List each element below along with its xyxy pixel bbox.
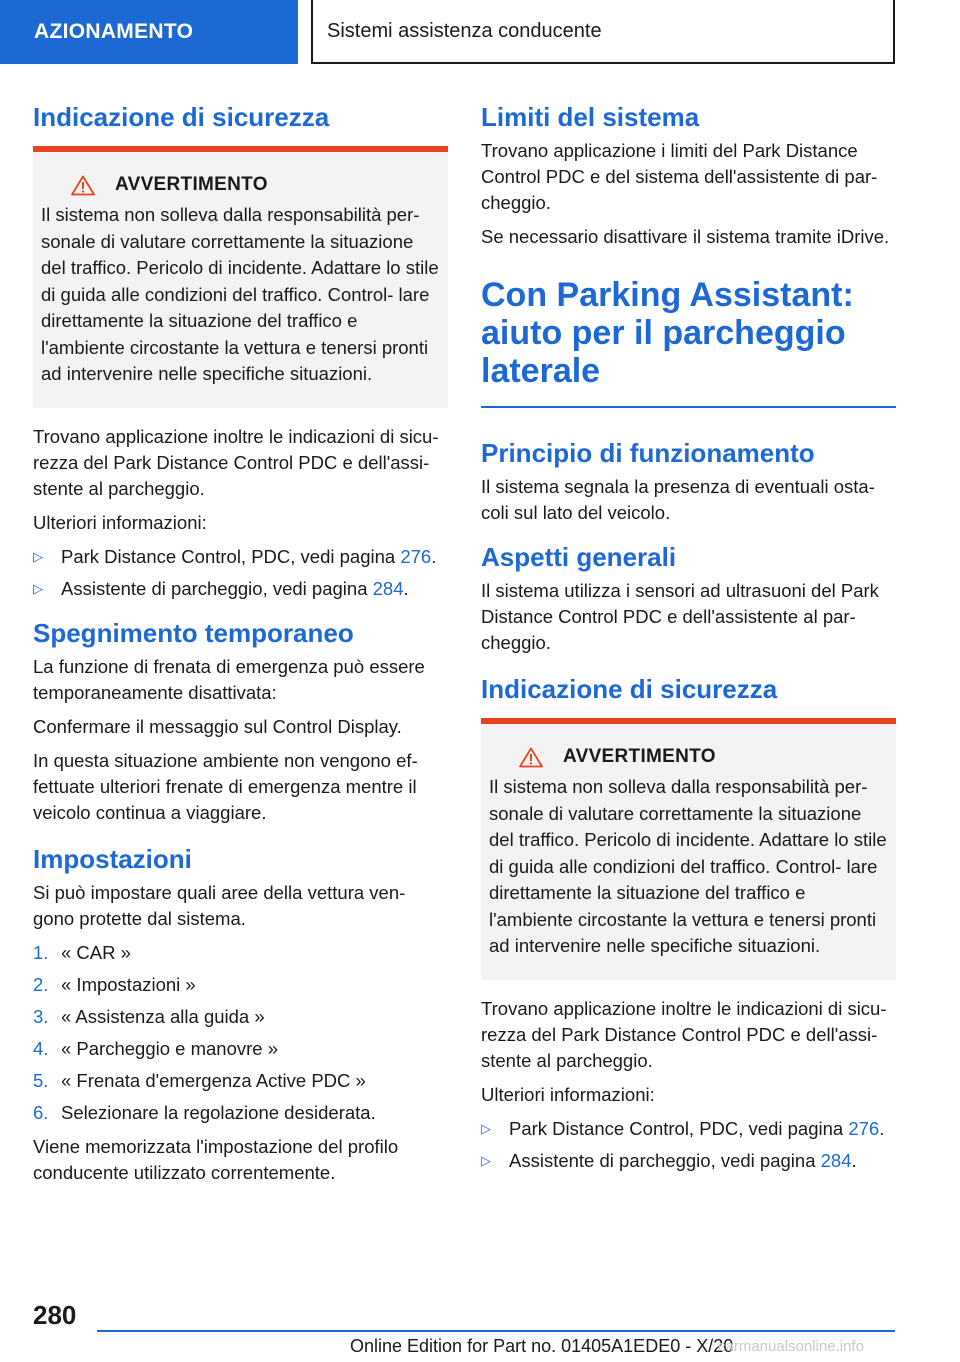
warning-triangle-icon — [519, 747, 543, 768]
chapter-title: Sistemi assistenza conducente — [311, 0, 895, 64]
section-tab: AZIONAMENTO — [0, 0, 298, 64]
page-link-284[interactable]: 284 — [820, 1149, 852, 1171]
paragraph-saved: Viene memorizzata l'impostazione del profilo conducente utilizzato correntemente. — [33, 1135, 399, 1183]
warning-header — [71, 172, 440, 198]
page-link-276[interactable]: 276 — [848, 1117, 880, 1139]
paragraph-principle: Il sistema segnala la presenza di eventuali osta- coli sul lato del veicolo. — [481, 476, 875, 523]
warning-text: Il sistema non solleva dalla responsabilità per- sonale di valutare correttamente la situazione del traffico. Pericolo di incidente. Adattare lo stile di guida alle condizioni del traffico. Control- lare direttamente la situazione del traffico e l'ambiente circostante la vettura e tenersi pronti ad intervenire nelle specifiche situazioni. — [489, 776, 887, 956]
paragraph-off-2: Confermare il messaggio sul Control Display. — [33, 715, 402, 737]
warning-title: AVVERTIMENTO — [115, 174, 268, 195]
settings-steps — [33, 940, 448, 1126]
right-column — [481, 100, 896, 1184]
footer-divider — [97, 1330, 895, 1332]
reference-list — [33, 544, 448, 602]
heading-temporary-off: Spegnimento temporaneo — [33, 617, 354, 648]
heading-general: Aspetti generali — [481, 542, 677, 572]
heading-settings: Impostazioni — [33, 843, 192, 874]
heading-parking-assistant: Con Parking Assistant: aiuto per il parcheggio laterale — [481, 276, 854, 390]
paragraph-off-1: La funzione di frenata di emergenza può essere temporaneamente disattivata: — [33, 655, 425, 703]
paragraph-safety: Trovano applicazione inoltre le indicazioni di sicu- rezza del Park Distance Control PDC e dell'assi- stente al parcheggio. — [33, 425, 439, 499]
paragraph-general: Il sistema utilizza i sensori ad ultrasuoni del Park Distance Control PDC e dell'assistente al par- cheggio. — [481, 580, 879, 653]
page-link-276[interactable]: 276 — [400, 545, 432, 567]
list-item: ▷ Assistente di parcheggio, vedi pagina 284. — [33, 576, 448, 602]
list-item: ▷ Assistente di parcheggio, vedi pagina 284. — [481, 1148, 896, 1174]
triangle-bullet-icon: ▷ — [481, 1152, 491, 1168]
watermark: carmanualsonline.info — [718, 1338, 864, 1355]
reference-list-right — [481, 1116, 896, 1174]
paragraph-limits-2: Se necessario disattivare il sistema tramite iDrive. — [481, 226, 890, 247]
step-item: 4. « Parcheggio e manovre » — [33, 1037, 278, 1059]
warning-header — [519, 744, 888, 770]
triangle-bullet-icon: ▷ — [33, 548, 43, 564]
paragraph-settings: Si può impostare quali aree della vettura ven- gono protette dal sistema. — [33, 881, 406, 929]
left-column — [33, 100, 448, 1194]
heading-principle: Principio di funzionamento — [481, 438, 815, 468]
heading-divider — [481, 406, 896, 408]
warning-box — [481, 718, 896, 980]
list-item: ▷ Park Distance Control, PDC, vedi pagina 276. — [33, 544, 448, 570]
page-link-284[interactable]: 284 — [372, 577, 404, 599]
step-item: 6. Selezionare la regolazione desiderata. — [33, 1101, 376, 1123]
page-number: 280 — [33, 1300, 77, 1330]
step-item: 2. « Impostazioni » — [33, 973, 196, 995]
paragraph-limits-1: Trovano applicazione i limiti del Park Distance Control PDC e del sistema dell'assistente di par- cheggio. — [481, 140, 878, 213]
list-item: ▷ Park Distance Control, PDC, vedi pagina 276. — [481, 1116, 896, 1142]
paragraph-safety-right: Trovano applicazione inoltre le indicazioni di sicu- rezza del Park Distance Control PDC e dell'assi- stente al parcheggio. — [481, 997, 887, 1071]
edition-info: Online Edition for Part no. 01405A1EDE0 - X/20 — [350, 1336, 734, 1356]
paragraph-more-info: Ulteriori informazioni: — [33, 511, 207, 533]
warning-text: Il sistema non solleva dalla responsabilità per- sonale di valutare correttamente la situazione del traffico. Pericolo di incidente. Adattare lo stile di guida alle condizioni del traffico. Control- lare direttamente la situazione del traffico e l'ambiente circostante la vettura e tenersi pronti ad intervenire nelle specifiche situazioni. — [41, 204, 439, 384]
heading-safety-right: Indicazione di sicurezza — [481, 674, 778, 704]
step-item: 3. « Assistenza alla guida » — [33, 1005, 265, 1027]
triangle-bullet-icon: ▷ — [33, 580, 43, 596]
heading-safety: Indicazione di sicurezza — [33, 102, 330, 132]
step-item: 5. « Frenata d'emergenza Active PDC » — [33, 1069, 366, 1091]
warning-box — [33, 146, 448, 408]
warning-title: AVVERTIMENTO — [563, 746, 716, 767]
heading-limits: Limiti del sistema — [481, 102, 700, 132]
warning-triangle-icon — [71, 175, 95, 196]
step-item: 1. « CAR » — [33, 941, 131, 963]
paragraph-more-info-right: Ulteriori informazioni: — [481, 1083, 655, 1105]
triangle-bullet-icon: ▷ — [481, 1120, 491, 1136]
paragraph-off-3: In questa situazione ambiente non vengono ef- fettuate ulteriori frenate di emergenza mentre il veicolo continua a viaggiare. — [33, 749, 418, 823]
